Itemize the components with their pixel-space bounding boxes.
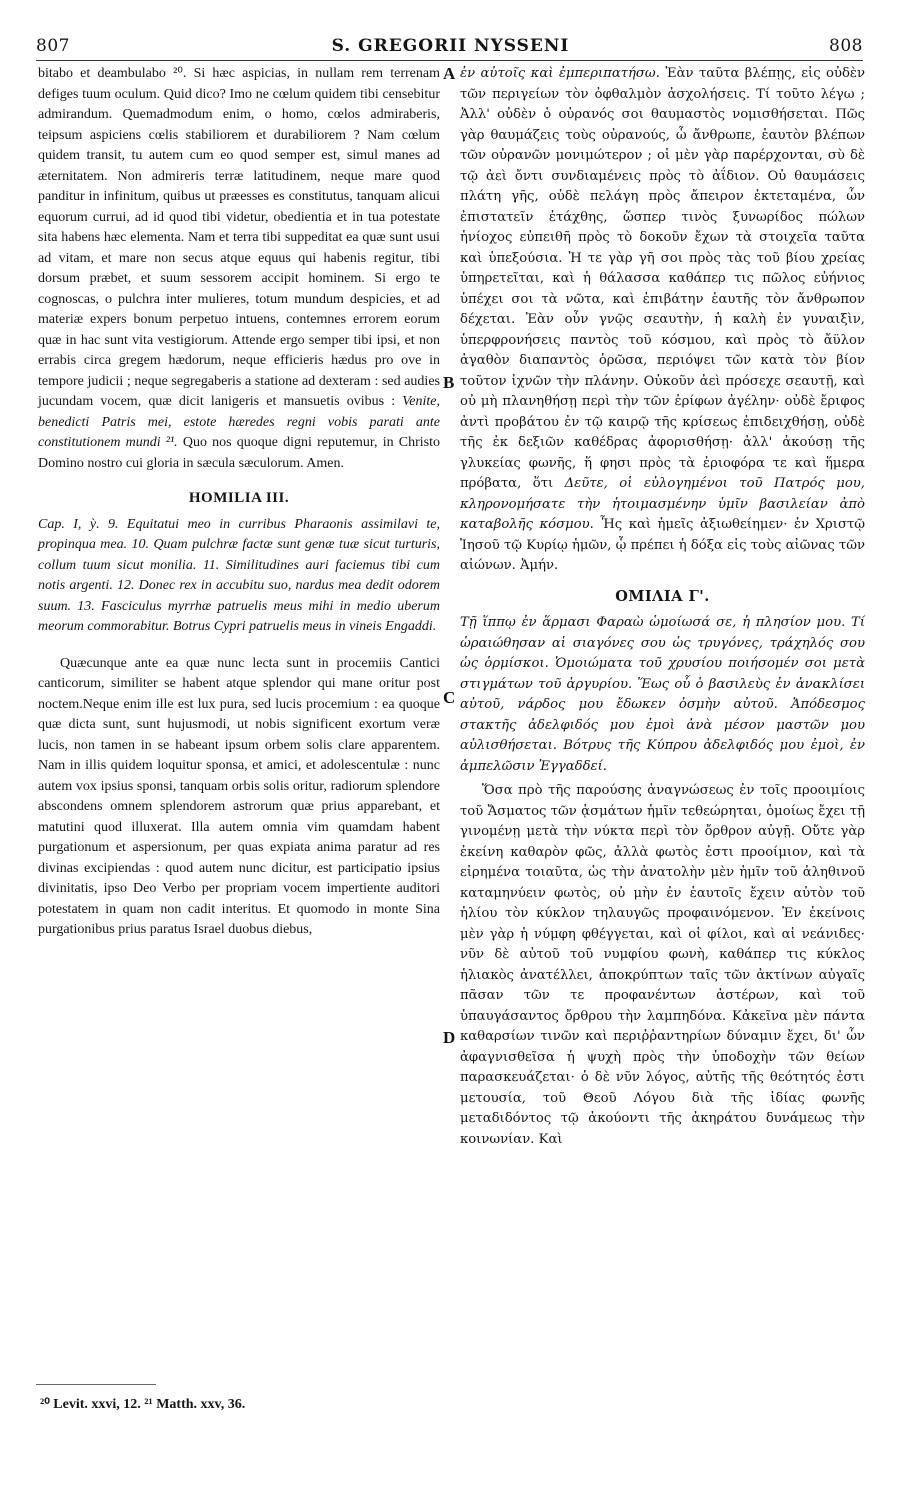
running-title: S. GREGORII NYSSENI <box>331 36 570 56</box>
margin-marker-d: D <box>443 1028 456 1047</box>
greek-column <box>460 64 865 1150</box>
latin-paragraph-2: Quæcunque ante ea quæ nunc lecta sunt in procemiis Cantici canticorum, similiter se habent atque splendor qui mane oritur post noctem.Neque enim ille est lux pura, sed lucis procemium : ea quoque quæ dicta sunt, sunt hujusmodi, ut nobis significent exortum veræ lucis, non tamen in se habeant ipsum orbem solis clare apparentem. Nam in illis quidem loquitur sponsa, et amici, et adolescentulæ : nunc autem vox ipsius sponsi, tanquam orbis solis oritur, radiorum splendore abscondens omnem splendorem astrorum quæ prius apparebant, et matutini quod illuxerat. Illa autem omnia vim quamdam habent purgationum et aspersionum, per quas expiata anima paratur ad res divinas excipiendas : quod autem nunc dicitur, est participatio ipsius divinitatis, ipso Deo Verbo per propriam vocem impertiente auditori potestatem in quam non cadit interitus. Et quomodo in monte Sina purgationibus prius paratus Israel duobus diebus, <box>38 655 440 937</box>
greek-quote: ἐν αὐτοῖς καὶ ἐμπεριπατήσω. <box>460 66 660 81</box>
footnote-rule <box>36 1384 156 1385</box>
chapter-summary-greek: Τῇ ἵππῳ ἐν ἅρμασι Φαραὼ ὡμοίωσά σε, ἡ πλησίον μου. Τί ὡραιώθησαν αἱ σιαγόνες σου ὡς τρυγόνες, τράχηλός σου ὡς ὁρμίσκοι. Ὁμοιώματα τοῦ χρυσίου ποιήσομέν σοι μετὰ στιγμάτων τοῦ ἀργυρίου. Ἕως οὗ ὁ βασιλεὺς ἐν ἀνακλίσει αὐτοῦ, νάρδος μου ἔδωκεν ὀσμὴν αὐτοῦ. Ἀπόδεσμος στακτῆς ἀδελφιδός μου ἐμοὶ ἀνὰ μέσον μαστῶν μου αὐλισθήσεται. Βότρυς τῆς Κύπρου ἀδελφιδός μου ἐμοὶ, ἐν ἀμπελῶσιν Ἐγγαδδεί. <box>460 615 865 774</box>
margin-marker-c: C <box>443 688 456 707</box>
chapter-summary-latin: Cap. I, ỳ. 9. Equitatui meo in curribus Pharaonis assimilavi te, propinqua mea. 10. Quam pulchræ factæ sunt genæ tuæ sicut turturis, collum tuum sicut monilia. 11. Similitudines auri faciemus tibi cum notis argenti. 12. Donec rex in accubitu suo, nardus mea dedit odorem suum. 13. Fasciculus myrrhæ patruelis meus mihi in medio uberum meorum commorabitur. Botrus Cypri patruelis meus in vineis Engaddi. <box>38 516 440 634</box>
footnotes: ²⁰ Levit. xxvi, 12. ²¹ Matth. xxv, 36. <box>40 1397 246 1412</box>
homily-title-greek: ΟΜΙΛΙΑ Γ'. <box>615 587 710 605</box>
latin-paragraph-1 <box>38 64 440 474</box>
latin-column <box>38 64 440 941</box>
greek-text-end: Ἧς καὶ ἡμεῖς ἀξιωθείημεν· ἐν Χριστῷ Ἰησοῦ τῷ Κυρίῳ ἡμῶν, ᾧ πρέπει ἡ δόξα εἰς τοὺς αἰῶνας τῶν αἰώνων. Ἀμήν. <box>460 517 866 573</box>
homily-title-latin: HOMILIA III. <box>188 490 290 506</box>
margin-marker-a: A <box>443 64 456 83</box>
latin-text: bitabo et deambulabo ²⁰. Si hæc aspicias, in nullam rem terrenam defiges tuum oculum. Quid dico? Imo ne cœlum quidem tibi censebitur admirandum. Quemadmodum enim, o homo, cœlos admiraberis, teipsum aspiciens cœlis stabiliorem et durabiliorem ? Nam cœlum quidem transit, tu autem cum eo quod semper est, simul manes ad æternitatem. Non admireris terræ latitudinem, neque mare quod panditur in infinitum, quibus ut præesses es constitutus, tanquam alicui equorum currui, ad id quod tibi videtur, obedientia et in tua potestate sita habens hæc elementa. Nam et terra tibi suppeditat ea quæ sunt usui ad vitam, et mare non secus atque equus qui habenis regitur, tibi dorsum præbet, et suum sessorem accipit hominem. Si ergo te cognoscas, o pulchra inter mulieres, totum mundum despicies, et ad materiæ expers bonum perpetuo intuens, contemnes errorem eorum quæ in hac sunt vita vestigiorum. Attende ergo semper tibi ipsi, et non errabis circa gregem hædorum, neque efficieris hædus pro ove in tempore judicii ; neque segregaberis a statione ad dexteram : sed audies jucundam vocem, quæ dicit lanigeris et mansuetis ovibus : <box>38 66 440 409</box>
latin-quote: Venite, benedicti Patris mei, estote hæredes regni vobis parati ante constitutionem mundi ²¹. <box>38 394 440 450</box>
header-rule <box>36 60 863 61</box>
greek-paragraph-2: Ὅσα πρὸ τῆς παρούσης ἀναγνώσεως ἐν τοῖς προοιμίοις τοῦ Ἄσματος τῶν ᾀσμάτων ἡμῖν τεθεώρηται, ὁμοίως ἔχει τῇ γινομένῃ μετὰ τὴν νύκτα περὶ τὸν ὄρθρον αὐγῇ. Οὔτε γὰρ ἐκείνη καθαρὸν φῶς, ἀλλὰ φωτὸς ἐστι προοίμιον, καὶ τὰ εἰρημένα τοιαῦτα, ὡς τὴν ἀνατολὴν μὲν ἡμῖν τοῦ ἀληθινοῦ καταμηνύειν φωτὸς, οὐ μὴν ἐν ἑαυτοῖς ἔχειν αὐτὸν τοῦ ἡλίου τὸν κύκλον τηλαυγῶς προφαινόμενον. Ἐν ἐκείνοις μὲν γὰρ ἡ νύμφη φθέγγεται, καὶ οἱ φίλοι, καὶ αἱ νεάνιδες· νῦν δὲ αὐτοῦ τοῦ νυμφίου φωνὴ, καθάπερ τις κύκλος ἡλιακὸς ἀνατέλλει, ἀποκρύπτων ταῖς τῶν ἀκτίνων αὐγαῖς πᾶσαν τῶν τε προφανέντων ἀστέρων, καὶ τοῦ ὑπαυγάσαντος ὄρθρου τὴν λαμπηδόνα. Κἀκεῖνα μὲν πάντα καθαρσίων τινῶν καὶ περιῤῥαντηρίων δύναμιν ἔχει, δι' ὧν ἀφαγνισθεῖσα ἡ ψυχὴ πρὸς τὴν ὑποδοχὴν τῶν θείων παρασκευάζεται· ὁ δὲ νῦν λόγος, αὐτῆς τῆς θεότητός ἐστι μετουσία, τοῦ Θεοῦ Λόγου διὰ τῆς ἰδίας φωνῆς μεταδιδόντος τῷ ἀκούοντι τῆς ἀκηράτου δυνάμεως τὴν κοινωνίαν. Καὶ <box>460 783 865 1147</box>
page-number-right: 808 <box>829 36 863 56</box>
greek-text: Ἐὰν ταῦτα βλέπῃς, εἰς οὐδὲν τῶν περιγείων τὸν ὀφθαλμὸν ἀσχολήσεις. Τί τοῦτο λέγω ; Ἀλλ' οὐδὲν ὁ οὐρανός σοι θαυμαστὸς νομισθήσεται. Πῶς γὰρ θαυμάζεις τοὺς οὐρανούς, ὦ ἄνθρωπε, ἑαυτὸν βλέπων τῶν οὐρανῶν μονιμώτερον ; οἱ μὲν γὰρ παρέρχονται, σὺ δὲ τῷ ἀεὶ ὄντι συνδιαμένεις πρὸς τὸ ἀΐδιον. Οὐ θαυμάσεις πλάτη γῆς, οὐδὲ πελάγη πρὸς ἄπειρον ἐκτεταμένα, ὧν ἐπιστατεῖν ἐτάχθης, ὥσπερ τινὸς ξυνωρίδος πώλων ἡνίοχος εὐπειθῆ πρὸς τὸ δοκοῦν ἔχων τὰ στοιχεῖα ταῦτα καὶ ὑπεξούσια. Ἡ τε γὰρ γῆ σοι πρὸς τὰς τοῦ βίου χρείας ὑπηρετεῖται, καὶ ἡ θάλασσα καθάπερ τις πῶλος εὐήνιος ὑπέχει σοι τὰ νῶτα, καὶ ἐπιβάτην ἑαυτῆς τὸν ἄνθρωπον δέχεται. Ἐὰν οὖν γνῷς σεαυτὴν, ἡ καλὴ ἐν γυναιξὶν, ὑπερφρονήσεις παντὸς τοῦ κόσμου, καὶ πρὸς τὸ ἄϋλον ἀγαθὸν διαπαντὸς ὁρῶσα, περιόψει τῶν κατὰ τὸν βίον τοῦτον ἰχνῶν τὴν πλάνην. Οὐκοῦν ἀεὶ πρόσεχε σεαυτῇ, καὶ οὐ μὴ πλανηθήσῃ περὶ τὴν τῶν ἐρίφων ἀγέλην· οὐδὲ ἔριφος ἀντὶ προβάτου ἐν τῷ καιρῷ τῆς κρίσεως ἐπιδειχθήσῃ, οὐδὲ τῆς ἐκ δεξιῶν καθέδρας ἀφορισθήσῃ· ἀλλ' ἀκούσῃ τῆς γλυκείας φωνῆς, ἥ φησι πρὸς τὰ ἐριοφόρα τε καὶ ἥμερα πρόβατα, ὅτι <box>460 66 866 491</box>
page-number-left: 807 <box>36 36 70 56</box>
margin-marker-b: B <box>443 373 455 392</box>
greek-quote-2: Δεῦτε, οἱ εὐλογημένοι τοῦ Πατρός μου, κληρονομήσατε τὴν ἡτοιμασμένην ὑμῖν βασιλείαν ἀπὸ καταβολῆς κόσμου. <box>460 476 865 532</box>
latin-text-end: Quo nos quoque digni reputemur, in Christo Domino nostro cui gloria in sæcula sæculorum. Amen. <box>38 435 440 471</box>
greek-paragraph-1 <box>460 64 865 577</box>
